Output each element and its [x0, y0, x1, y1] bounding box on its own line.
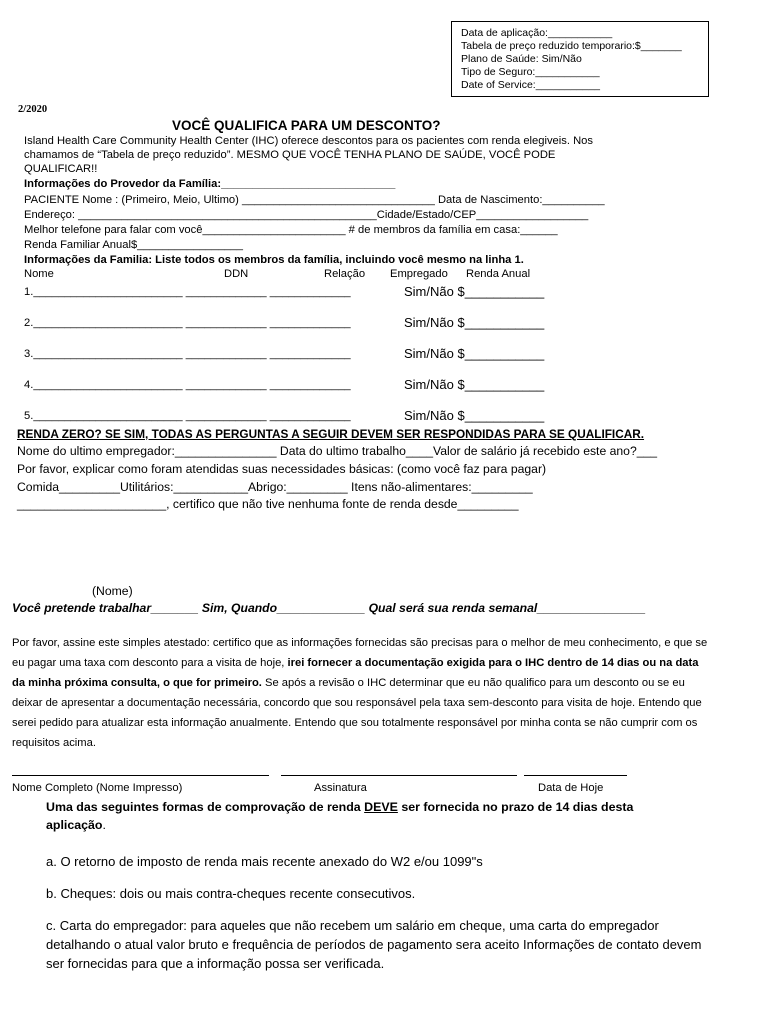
printed-name-line[interactable]	[12, 775, 269, 776]
column-ddn: DDN	[224, 268, 249, 280]
annual-income-field[interactable]: Renda Familiar Anual$_________________	[24, 239, 243, 251]
health-plan-field[interactable]: Plano de Saúde: Sim/Não	[461, 53, 582, 65]
member-row[interactable]: 1.________________________ _____________ _____________	[24, 286, 351, 298]
basic-needs-question: Por favor, explicar como foram atendidas suas necessidades básicas: (como você faz para pagar)	[17, 462, 547, 476]
page-title: VOCÊ QUALIFICA PARA UM DESCONTO?	[172, 118, 441, 133]
signature-line[interactable]	[281, 775, 517, 776]
date-label: Data de Hoje	[538, 782, 604, 794]
column-employed: Empregado	[390, 268, 448, 280]
proof-heading-application: aplicação	[46, 818, 103, 832]
member-employed-income[interactable]: Sim/Não $___________	[404, 284, 545, 299]
member-row[interactable]: 5.________________________ _____________ _____________	[24, 410, 351, 422]
patient-name-field[interactable]: PACIENTE Nome : (Primeiro, Meio, Ultimo) _______________________________ Data de Nascimento:__________	[24, 194, 605, 206]
column-relation: Relação	[324, 268, 366, 280]
zero-income-heading: RENDA ZERO? SE SIM, TODAS AS PERGUNTAS A SEGUIR DEVEM SER RESPONDIDAS PARA SE QUALIFICAR.	[17, 427, 645, 441]
proof-heading-period: .	[102, 818, 106, 832]
intro-line: Island Health Care Community Health Center (IHC) oferece descontos para os pacientes com renda elegiveis. Nos	[24, 135, 593, 147]
member-employed-income[interactable]: Sim/Não $___________	[404, 315, 545, 330]
service-date-field[interactable]: Date of Service:___________	[461, 79, 600, 91]
member-row[interactable]: 4.________________________ _____________ _____________	[24, 379, 351, 391]
last-employer-field[interactable]: Nome do ultimo empregador:_______________ Data do ultimo trabalho____Valor de salário já recebido este ano?___	[17, 444, 658, 458]
signature-label: Assinatura	[314, 782, 367, 794]
address-field[interactable]: Endereço: ________________________________________________Cidade/Estado/CEP__________________	[24, 209, 589, 221]
attestation-bold-text: irei fornecer a documentação exigida para o IHC dentro de 14 dias ou na data da minha próxima consulta, o que for primeiro.	[12, 657, 699, 689]
phone-field[interactable]: Melhor telefone para falar com você_______________________ # de membros da família em casa:______	[24, 224, 558, 236]
expenses-field[interactable]: Comida_________Utilitários:___________Abrigo:_________ Itens não-alimentares:_________	[17, 480, 533, 494]
proof-heading-text-end: ser fornecida no prazo de 14 dias desta	[397, 800, 634, 814]
attestation-paragraph	[12, 633, 712, 753]
form-date-code: 2/2020	[18, 104, 48, 115]
column-income: Renda Anual	[466, 268, 531, 280]
proof-heading-must: DEVE	[364, 800, 398, 814]
member-employed-income[interactable]: Sim/Não $___________	[404, 408, 545, 423]
intro-line: QUALIFICAR!!	[24, 163, 98, 175]
proof-heading-line2	[46, 818, 106, 832]
proof-heading	[46, 800, 633, 814]
application-date-field[interactable]: Data de aplicação:___________	[461, 27, 613, 39]
family-heading: Informações da Familia: Liste todos os membros da família, incluindo você mesmo na linha 1.	[24, 254, 524, 266]
insurance-type-field[interactable]: Tipo de Seguro:___________	[461, 66, 600, 78]
member-row[interactable]: 3.________________________ _____________ _____________	[24, 348, 351, 360]
proof-heading-text: Uma das seguintes formas de comprovação de renda	[46, 800, 365, 814]
proof-option-a: a. O retorno de imposto de renda mais recente anexado do W2 e/ou 1099"s	[46, 854, 483, 869]
proof-option-b: b. Cheques: dois ou mais contra-cheques recente consecutivos.	[46, 886, 416, 901]
attestation-text: Por favor, assine este simples atestado: certifico que as informações fornecidas são precisas para o melhor de meu conhecimento, e que se eu pagar uma taxa com desconto para a visita de hoje,	[12, 637, 708, 669]
printed-name-label: Nome Completo (Nome Impresso)	[12, 782, 183, 794]
member-employed-income[interactable]: Sim/Não $___________	[404, 377, 545, 392]
proof-option-c: c. Carta do empregador: para aqueles que não recebem um salário em cheque, uma carta do empregador detalhando o atual valor bruto e frequência de períodos de pagamento sera aceito Informações de contato devem ser fornecidas para que a informação possa ser verificada.	[46, 918, 702, 971]
office-use-box	[451, 21, 709, 97]
member-employed-income[interactable]: Sim/Não $___________	[404, 346, 545, 361]
member-row[interactable]: 2.________________________ _____________ _____________	[24, 317, 351, 329]
work-intent-field[interactable]: Você pretende trabalhar_______ Sim, Quando_____________ Qual será sua renda semanal________________	[12, 601, 646, 615]
date-line[interactable]	[524, 775, 627, 776]
intro-line: chamamos de “Tabela de preço reduzido”. MESMO QUE VOCÊ TENHA PLANO DE SAÚDE, VOCÊ PODE	[24, 149, 556, 161]
reduced-price-field[interactable]: Tabela de preço reduzido temporario:$_______	[461, 40, 682, 52]
column-name: Nome	[24, 268, 54, 280]
name-caption: (Nome)	[92, 584, 133, 598]
provider-heading: Informações do Provedor da Família:____________________________	[24, 178, 396, 190]
attestation-text-end: Se após a revisão o IHC determinar que eu não qualifico para um desconto ou se eu deixar de apresentar a documentação necessária, concordo que sou responsável pela taxa sem-desconto para visita de hoje. Entendo que serei pedido para atualizar esta informação anualmente. Entendo que sou totalmente responsável por minha conta se não cumprir com os requisitos acima.	[12, 677, 702, 749]
no-income-certify-field[interactable]: ______________________, certifico que não tive nenhuma fonte de renda desde_________	[17, 497, 519, 511]
